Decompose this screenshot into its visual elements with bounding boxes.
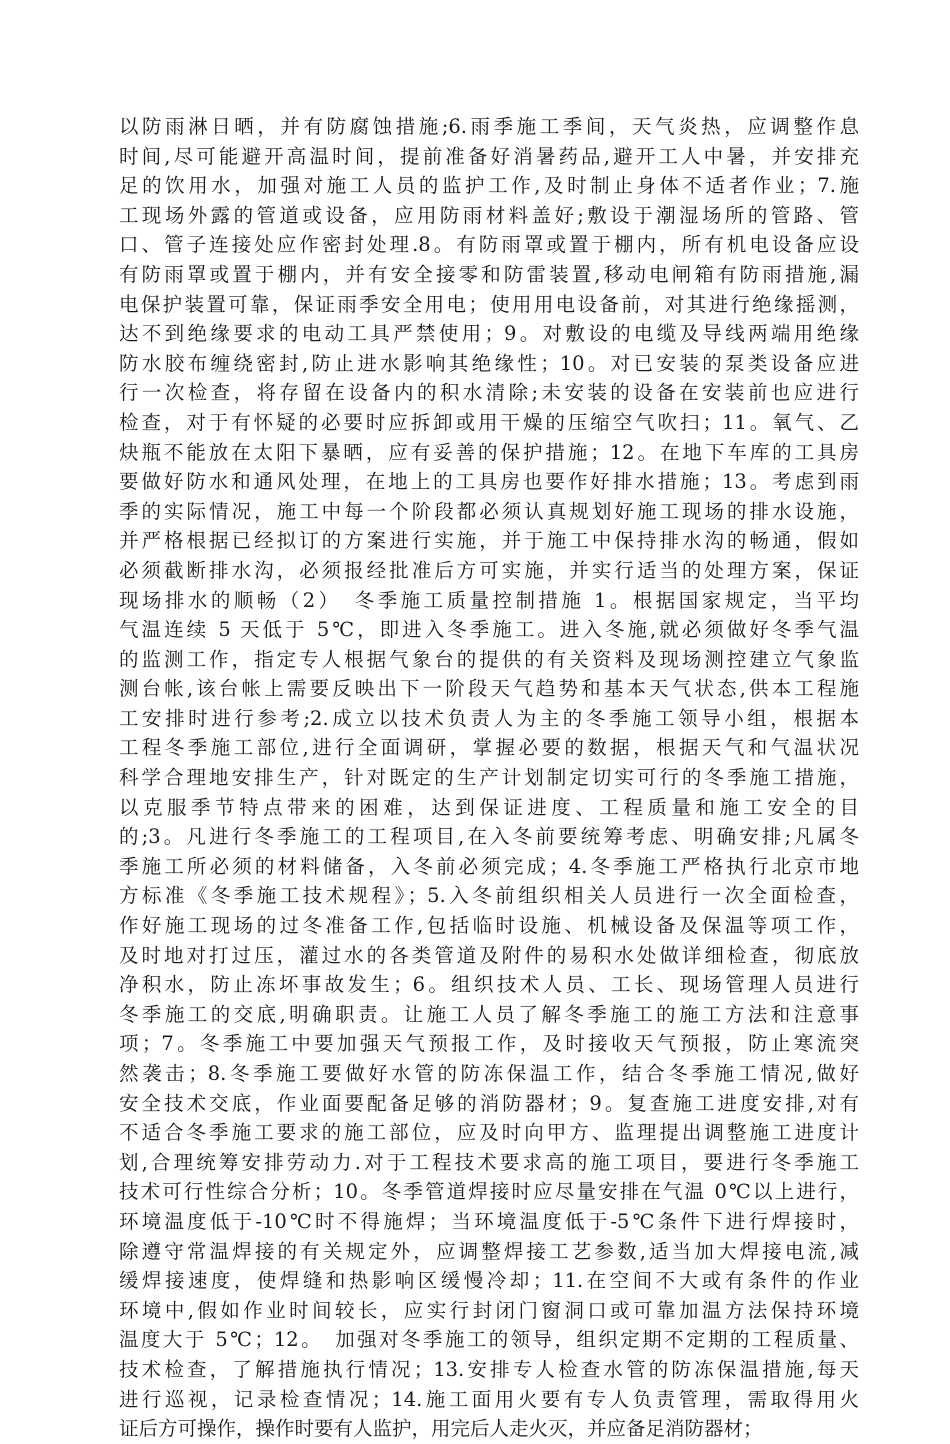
text-line: 安全技术交底，作业面要配备足够的消防器材；9。复查施工进度安排,对有: [119, 1091, 859, 1115]
text-line: 时间,尽可能避开高温时间，提前准备好消暑药品,避开工人中暑，并安排充: [119, 144, 859, 168]
text-line: 并严格根据已经拟订的方案进行实施，并于施工中保持排水沟的畅通，假如: [119, 529, 859, 553]
text-line: 行一次检查，将存留在设备内的积水清除;未安装的设备在安装前也应进行: [119, 381, 859, 405]
text-line: 炔瓶不能放在太阳下暴晒，应有妥善的保护措施；12。在地下车库的工具房: [119, 440, 859, 464]
text-line: 划,合理统筹安排劳动力.对于工程技术要求高的施工项目，要进行冬季施工: [119, 1150, 859, 1174]
text-line: 工安排时进行参考;2.成立以技术负责人为主的冬季施工领导小组，根据本: [119, 706, 859, 730]
text-line: 检查，对于有怀疑的必要时应拆卸或用干燥的压缩空气吹扫；11。氧气、乙: [119, 410, 859, 434]
text-line: 环境温度低于-10℃时不得施焊；当环境温度低于-5℃条件下进行焊接时，: [119, 1209, 859, 1233]
text-line: 进行巡视，记录检查情况；14.施工面用火要有专人负责管理，需取得用火: [119, 1387, 859, 1411]
text-line: 缓焊接速度，使焊缝和热影响区缓慢冷却；11.在空间不大或有条件的作业: [119, 1269, 859, 1293]
text-line: 环境中,假如作业时间较长，应实行封闭门窗洞口或可靠加温方法保持环境: [119, 1298, 859, 1322]
text-line: 方标准《冬季施工技术规程》；5.入冬前组织相关人员进行一次全面检查，: [119, 884, 859, 908]
text-line: 项；7。冬季施工中要加强天气预报工作，及时接收天气预报，防止寒流突: [119, 1032, 859, 1056]
text-line: 足的饮用水，加强对施工人员的监护工作,及时制止身体不适者作业；7.施: [119, 174, 859, 198]
text-line: 以防雨淋日晒，并有防腐蚀措施;6.雨季施工季间，天气炎热，应调整作息: [119, 115, 859, 138]
text-line: 然袭击；8.冬季施工要做好水管的防冻保温工作，结合冬季施工情况,做好: [119, 1062, 859, 1085]
text-line: 有防雨罩或置于棚内，并有安全接零和防雷装置,移动电闸箱有防雨措施,漏: [119, 262, 859, 286]
text-line: 温度大于 5℃；12。 加强对冬季施工的领导，组织定期不定期的工程质量、: [119, 1328, 859, 1352]
text-line: 及时地对打过压，灌过水的各类管道及附件的易积水处做详细检查，彻底放: [119, 943, 859, 967]
text-line: 要做好防水和通风处理，在地上的工具房也要作好排水措施；13。考虑到雨: [119, 470, 859, 494]
text-line: 技术可行性综合分析；10。冬季管道焊接时应尽量安排在气温 0℃以上进行，: [119, 1180, 859, 1204]
text-line: 季施工所必须的材料储备，入冬前必须完成；4.冬季施工严格执行北京市地: [119, 854, 859, 878]
text-line: 气温连续 5 天低于 5℃，即进入冬季施工。进入冬施,就必须做好冬季气温: [119, 618, 859, 642]
text-line: 作好施工现场的过冬准备工作,包括临时设施、机械设备及保温等项工作，: [119, 914, 859, 938]
text-line: 除遵守常温焊接的有关规定外，应调整焊接工艺参数,适当加大焊接电流,减: [119, 1239, 859, 1263]
text-line: 口、管子连接处应作密封处理.8。有防雨罩或置于棚内，所有机电设备应设: [119, 233, 859, 257]
text-line: 工程冬季施工部位,进行全面调研，掌握必要的数据，根据天气和气温状况: [119, 736, 859, 760]
document-body: [119, 112, 859, 1444]
text-line: 必须截断排水沟，必须报经批准后方可实施，并实行适当的处理方案，保证: [119, 558, 859, 582]
text-line: 证后方可操作，操作时要有人监护，用完后人走火灭，并应备足消防器材；: [119, 1417, 763, 1441]
text-line: 防水胶布缠绕密封,防止进水影响其绝缘性；10。对已安装的泵类设备应进: [119, 351, 859, 375]
text-line: 达不到绝缘要求的电动工具严禁使用；9。对敷设的电缆及导线两端用绝缘: [119, 322, 859, 346]
text-line: 季的实际情况，施工中每一个阶段都必须认真规划好施工现场的排水设施，: [119, 499, 859, 523]
text-line: 电保护装置可靠，保证雨季安全用电；使用用电设备前，对其进行绝缘摇测，: [119, 292, 859, 316]
text-line: 现场排水的顺畅（2） 冬季施工质量控制措施 1。根据国家规定，当平均: [119, 588, 859, 612]
text-line: 的;3。凡进行冬季施工的工程项目,在入冬前要统筹考虑、明确安排;凡属冬: [119, 825, 859, 849]
text-line: 冬季施工的交底,明确职责。让施工人员了解冬季施工的施工方法和注意事: [119, 1002, 859, 1026]
text-line: 测台帐,该台帐上需要反映出下一阶段天气趋势和基本天气状态,供本工程施: [119, 677, 859, 701]
text-line: 不适合冬季施工要求的施工部位，应及时向甲方、监理提出调整施工进度计: [119, 1121, 859, 1145]
text-line: 工现场外露的管道或设备，应用防雨材料盖好;敷设于潮湿场所的管路、管: [119, 203, 859, 227]
text-line: 净积水，防止冻坏事故发生；6。组织技术人员、工长、现场管理人员进行: [119, 973, 859, 997]
text-line: 科学合理地安排生产，针对既定的生产计划制定切实可行的冬季施工措施，: [119, 766, 859, 790]
text-line: 的监测工作，指定专人根据气象台的提供的有关资料及现场测控建立气象监: [119, 647, 859, 671]
text-line: 技术检查，了解措施执行情况；13.安排专人检查水管的防冻保温措施,每天: [119, 1357, 859, 1381]
text-line: 以克服季节特点带来的困难，达到保证进度、工程质量和施工安全的目: [119, 795, 859, 819]
